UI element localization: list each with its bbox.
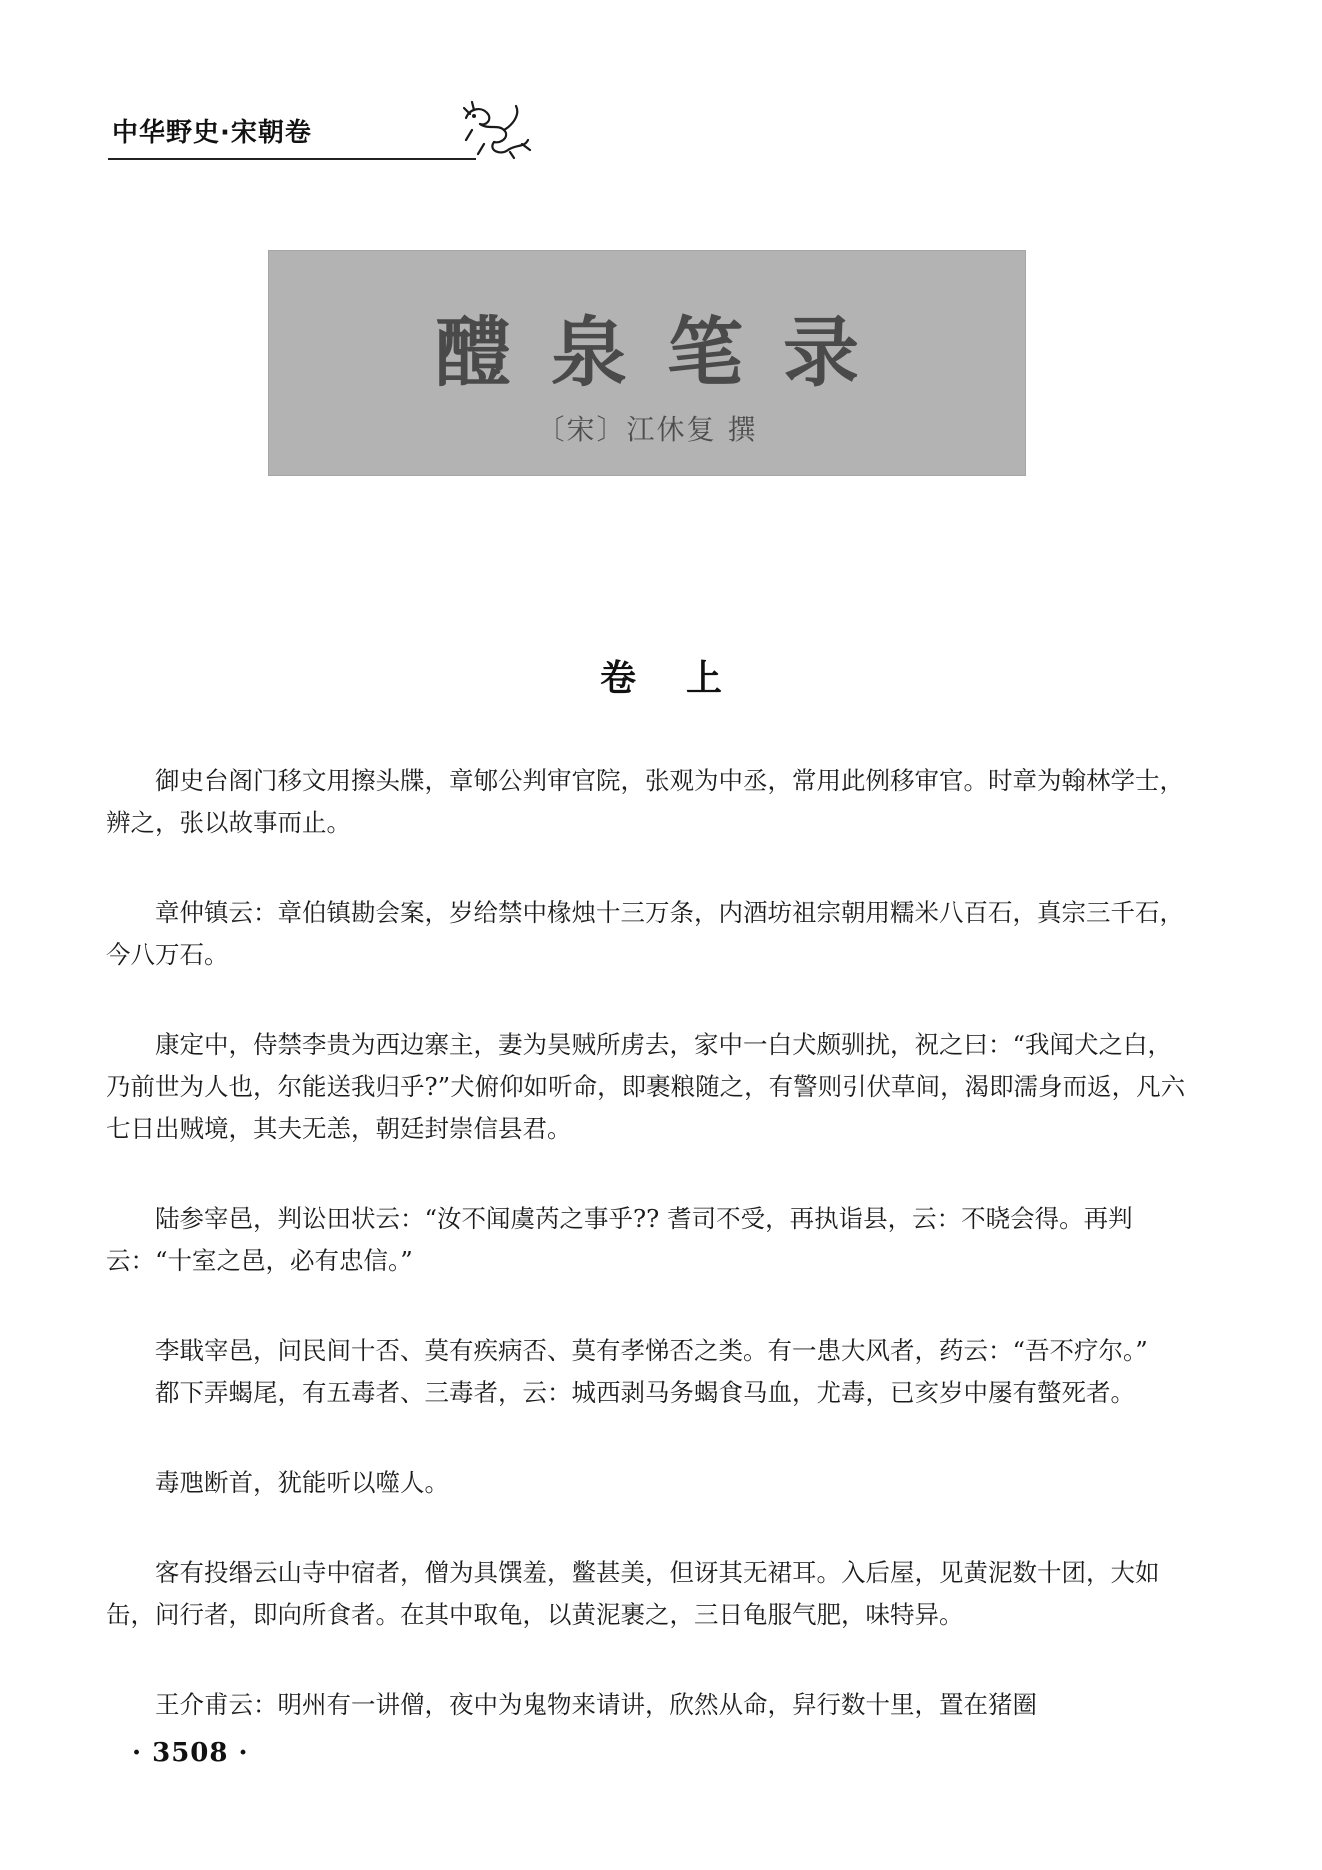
paragraph: 王介甫云：明州有一讲僧，夜中为鬼物来请讲，欣然从命，舁行数十里，置在猪圈 bbox=[155, 1690, 1037, 1719]
paragraph: 都下弄蝎尾，有五毒者、三毒者，云：城西剥马务蝎食马血，尤毒，已亥岁中屡有螫死者。 bbox=[155, 1378, 1135, 1407]
series-title: 中华野史·宋朝卷 bbox=[112, 118, 312, 148]
paragraph: 御史台阁门移文用擦头牒，章郇公判审官院，张观为中丞，常用此例移审官。时章为翰林学士，辨之，张以故事而止。 bbox=[106, 766, 1184, 837]
paragraph: 章仲镇云：章伯镇勘会案，岁给禁中椽烛十三万条，内酒坊祖宗朝用糯米八百石，真宗三千石，今八万石。 bbox=[106, 898, 1184, 969]
book-author: 〔宋〕江休复 撰 bbox=[536, 413, 758, 446]
paragraph: 陆参宰邑，判讼田状云：“汝不闻虞芮之事乎?? 耆司不受，再执诣县，云：不晓会得。再判云：“十室之邑，必有忠信。” bbox=[106, 1204, 1133, 1275]
page-number: · 3508 · bbox=[132, 1738, 249, 1768]
title-panel bbox=[268, 250, 1026, 476]
paragraph: 李戢宰邑，问民间十否、莫有疾病否、莫有孝悌否之类。有一患大风者，药云：“吾不疗尔。” bbox=[155, 1336, 1148, 1365]
body-text bbox=[106, 760, 1192, 1726]
paragraph: 客有投缗云山寺中宿者，僧为具馔羞，鳖甚美，但讶其无裙耳。入后屋，见黄泥数十团，大如缶，问行者，即向所食者。在其中取龟，以黄泥裹之，三日龟服气肥，味特异。 bbox=[106, 1558, 1160, 1629]
paragraph: 毒虺断首，犹能听以噬人。 bbox=[155, 1468, 449, 1497]
dragon-emblem-icon bbox=[458, 100, 534, 160]
paragraph: 康定中，侍禁李贵为西边寨主，妻为昊贼所虏去，家中一白犬颇驯扰，祝之曰：“我闻犬之白，乃前世为人也，尔能送我归乎?”犬俯仰如听命，即裹粮随之，有警则引伏草间，渴即濡身而返，凡六七日出贼境，其夫无恙，朝廷封崇信县君。 bbox=[106, 1030, 1186, 1143]
header-rule bbox=[108, 158, 476, 160]
book-title: 醴泉笔录 bbox=[435, 308, 899, 397]
section-title: 卷上 bbox=[599, 658, 772, 699]
